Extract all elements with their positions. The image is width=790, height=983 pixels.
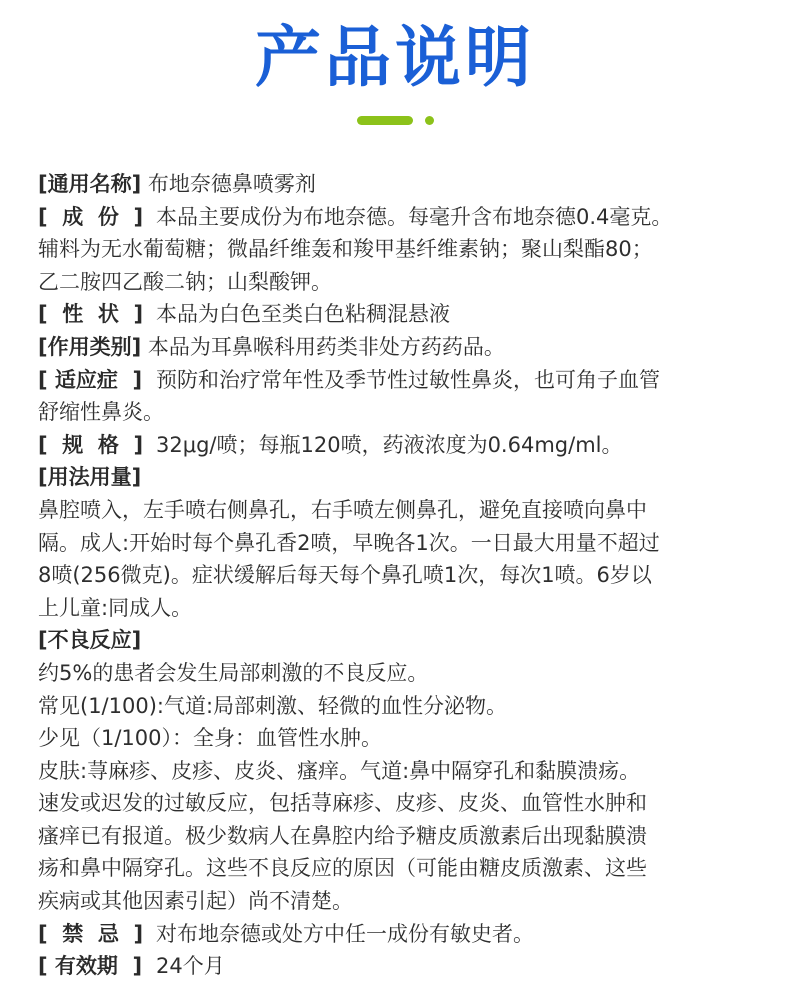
section-specification [38, 429, 768, 462]
section-text: 布地奈德鼻喷雾剂 [147, 172, 316, 196]
section-label: [通用名称] [38, 172, 142, 196]
section-text-line: 8喷(256微克)。症状缓解后每天每个鼻孔喷1次，每次1喷。6岁以 [38, 563, 652, 588]
section-dosage-label: [用法用量] [38, 465, 142, 490]
section-label: [ 有效期 ] [38, 954, 143, 979]
section-indications [38, 364, 768, 397]
section-label: [ 禁 忌 ] [38, 921, 144, 946]
section-appearance [38, 298, 768, 331]
section-text-line: 隔。成人:开始时每个鼻孔香2喷，早晚各1次。一日最大用量不超过 [38, 530, 660, 555]
section-label: [ 规 格 ] [38, 432, 144, 457]
section-text-line: 上儿童:同成人。 [38, 595, 193, 620]
section-label: [ 成 份 ] [38, 204, 144, 229]
section-generic-name [38, 168, 768, 201]
section-text-line: 少见（1/100）：全身：血管性水肿。 [38, 726, 383, 751]
section-text-line: 舒缩性鼻炎。 [38, 400, 164, 425]
accent-dot [425, 116, 434, 125]
section-text-line: 疡和鼻中隔穿孔。这些不良反应的原因（可能由糖皮质激素、这些 [38, 856, 647, 881]
section-text: 预防和治疗常年性及季节性过敏性鼻炎，也可角子血管 [156, 367, 660, 392]
section-contraindications [38, 918, 768, 951]
accent-bar [357, 116, 413, 125]
section-text: 本品为耳鼻喉科用药类非处方药药品。 [147, 334, 505, 359]
section-text-line: 鼻腔喷入，左手喷右侧鼻孔，右手喷左侧鼻孔，避免直接喷向鼻中 [38, 497, 647, 522]
section-text-line: 乙二胺四乙酸二钠；山梨酸钾。 [38, 269, 332, 294]
section-adverse-reactions-label: [不良反应] [38, 628, 142, 653]
section-text-line: 皮肤:荨麻疹、皮疹、皮炎、瘙痒。气道:鼻中隔穿孔和黏膜溃疡。 [38, 758, 641, 783]
section-text-line: 常见(1/100):气道:局部刺激、轻微的血性分泌物。 [38, 693, 508, 718]
section-text-line: 辅料为无水葡萄糖；微晶纤维轰和羧甲基纤维素钠；聚山梨酯80； [38, 237, 653, 262]
section-text-line: 瘙痒已有报道。极少数病人在鼻腔内给予糖皮质激素后出现黏膜溃 [38, 823, 647, 848]
section-text-line: 速发或迟发的过敏反应，包括荨麻疹、皮疹、皮炎、血管性水肿和 [38, 791, 647, 816]
section-category [38, 331, 768, 364]
section-text: 本品主要成份为布地奈德。每毫升含布地奈德0.4毫克。 [156, 204, 673, 229]
section-text: 32μg/喷；每瓶120喷，药液浓度为0.64mg/ml。 [156, 432, 623, 457]
section-text: 对布地奈德或处方中任一成份有敏史者。 [156, 921, 534, 946]
page-title: 产品说明 [255, 19, 535, 96]
product-info-body [38, 168, 768, 983]
section-text: 本品为白色至类白色粘稠混悬液 [156, 302, 450, 327]
section-text: 24个月 [156, 954, 225, 979]
section-label: [作用类别] [38, 334, 142, 359]
section-ingredients [38, 201, 768, 234]
section-label: [ 适应症 ] [38, 367, 143, 392]
section-shelf-life [38, 950, 768, 983]
section-text-line: 约5%的患者会发生局部刺激的不良反应。 [38, 660, 429, 685]
section-label: [ 性 状 ] [38, 302, 144, 327]
section-text-line: 疾病或其他因素引起）尚不清楚。 [38, 889, 353, 914]
